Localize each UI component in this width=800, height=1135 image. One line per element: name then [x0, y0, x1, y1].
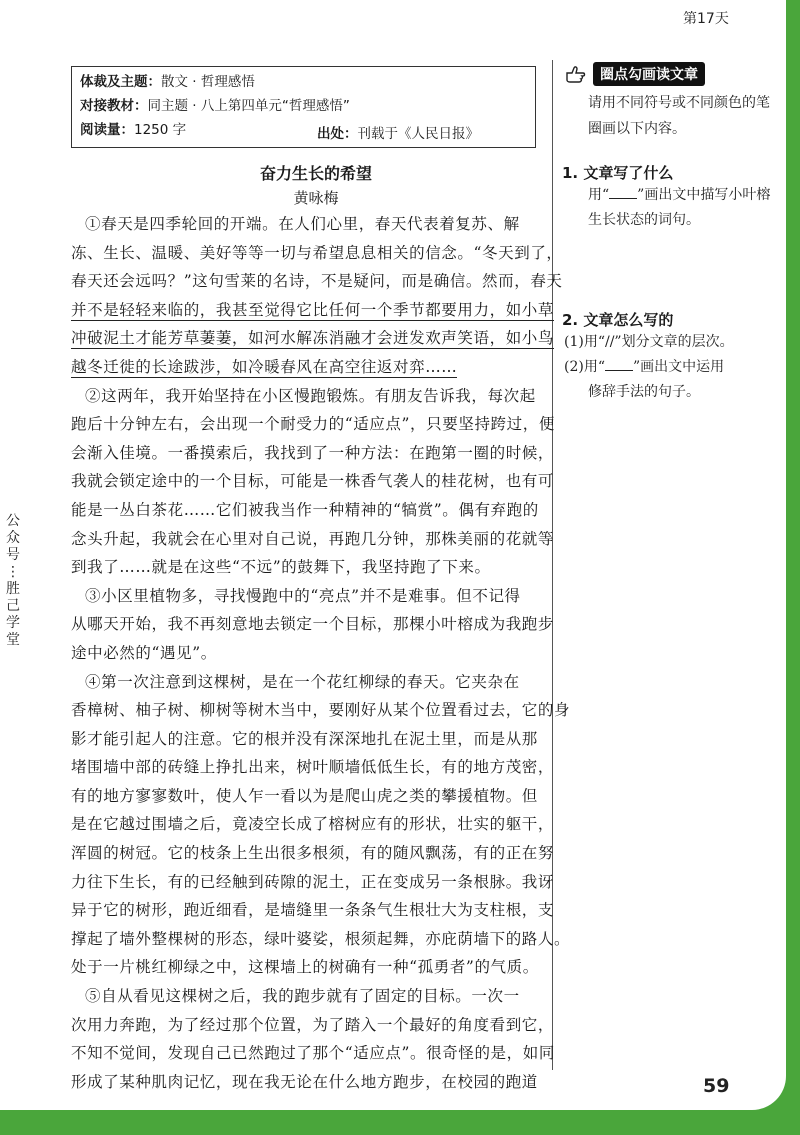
- article-line: [71, 296, 555, 325]
- article-line: [71, 896, 555, 925]
- side-watermark: [4, 513, 22, 649]
- article-line-text: ④第一次注意到这棵树，是在一个花红柳绿的春天。它夹杂在: [85, 672, 520, 691]
- article-title: 奋力生长的希望: [259, 164, 372, 183]
- article-line: [71, 324, 555, 353]
- article-line: [71, 1068, 546, 1097]
- question-2-item-2-cont: 修辞手法的句子。: [588, 384, 700, 400]
- question-2-item-1: (1)用“//”划分文章的层次。: [564, 334, 734, 350]
- article-line-text: ②这两年，我开始坚持在小区慢跑锻炼。有朋友告诉我，每次起: [85, 386, 536, 405]
- blank-line: [605, 358, 633, 371]
- article-line: [71, 668, 546, 697]
- article-line: [71, 353, 546, 382]
- source-label: 出处：: [317, 126, 358, 142]
- article-line-text: 撑起了墙外整棵树的形态，绿叶婆娑，根须起舞，亦庇荫墙下的路人。: [71, 929, 571, 948]
- article-line: [71, 868, 555, 897]
- article-line-text: 途中必然的“遇见”。: [71, 643, 217, 662]
- article-line: [71, 1039, 555, 1068]
- banner-label: 圈点勾画读文章: [593, 62, 705, 86]
- textbook-row: [80, 94, 527, 118]
- article-line: [71, 582, 546, 611]
- article-body: [71, 210, 571, 1096]
- textbook-label: 对接教材：: [80, 98, 148, 114]
- article-line-text: 越冬迁徙的长途跋涉，如冷暖春风在高空往返对弈……: [71, 357, 458, 376]
- article-line: [71, 382, 546, 411]
- page-number: 59: [703, 1075, 730, 1097]
- article-line-text: 次用力奔跑，为了经过那个位置，为了踏入一个最好的角度看到它，: [71, 1015, 555, 1034]
- article-line-text: 到我了……就是在这些“不远”的鼓舞下，我坚持跑了下来。: [71, 558, 491, 577]
- article-line-text: 跑后十分钟左右，会出现一个耐受力的“适应点”，只要坚持跨过，便: [71, 415, 555, 434]
- article-line-text: 形成了某种肌肉记忆，现在我无论在什么地方跑步，在校园的跑道: [71, 1072, 538, 1091]
- q1-text-before: 用“: [588, 187, 610, 203]
- article-line: [71, 953, 546, 982]
- question-1-title: 1. 文章写了什么: [562, 164, 674, 182]
- article-line-text: 会渐入佳境。一番摸索后，我找到了一种方法：在跑第一圈的时候，: [71, 443, 555, 462]
- article-line: [71, 267, 563, 296]
- side-char: 学: [6, 615, 20, 631]
- article-line-text: ⑤自从看见这棵树之后，我的跑步就有了固定的目标。一次一: [85, 987, 520, 1006]
- article-line: [71, 1011, 555, 1040]
- info-box: [71, 66, 536, 148]
- article: [71, 158, 571, 1096]
- article-line: [71, 810, 555, 839]
- side-char: 胜: [6, 581, 20, 597]
- instruction-text: 请用不同符号或不同颜色的笔圈画以下内容。: [588, 95, 770, 137]
- article-line-text: 我就会锁定途中的一个目标，可能是一株香气袭人的桂花树，也有可: [71, 472, 555, 491]
- article-line-text: 从哪天开始，我不再刻意地去锁定一个目标，那棵小叶榕成为我跑步: [71, 615, 555, 634]
- reading-value: 1250 字: [134, 122, 187, 138]
- side-char: 号: [6, 547, 20, 563]
- article-line: [71, 639, 546, 668]
- day-label: 第17天: [683, 11, 729, 27]
- sidebar: [560, 60, 780, 405]
- article-line: [71, 467, 555, 496]
- textbook-value: 同主题 · 八上第四单元“哲理感悟”: [147, 98, 350, 114]
- article-line: [71, 439, 555, 468]
- side-char: ⋮: [6, 564, 20, 580]
- article-line: [71, 839, 555, 868]
- article-line: [71, 610, 555, 639]
- article-author: 黄咏梅: [293, 189, 339, 207]
- article-line: [71, 753, 555, 782]
- side-char: 己: [6, 598, 20, 614]
- blank-line: [609, 186, 637, 199]
- question-1-text: [588, 183, 778, 233]
- article-line: [71, 210, 546, 239]
- sidebar-banner: [560, 60, 780, 88]
- side-char: 公: [6, 513, 20, 529]
- article-line-text: 冻、生长、温暖、美好等等一切与希望息息相关的信念。“冬天到了，: [71, 243, 563, 262]
- article-line: [71, 696, 571, 725]
- article-line-text: 处于一片桃红柳绿之中，这棵墙上的树确有一种“孤勇者”的气质。: [71, 958, 539, 977]
- article-line: [71, 725, 546, 754]
- article-line-text: ①春天是四季轮回的开端。在人们心里，春天代表着复苏、解: [85, 215, 520, 233]
- article-line-text: 力往下生长，有的已经触到砖隙的泥土，正在变成另一条根脉。我讶: [71, 872, 555, 891]
- article-line-text: 有的地方寥寥数叶，使人乍一看以为是爬山虎之类的攀援植物。但: [71, 786, 538, 805]
- q1-text-after: ”画出文中描写小叶榕生长状态的词句。: [588, 187, 771, 228]
- reading-label: 阅读量：: [80, 122, 134, 138]
- article-line: [71, 496, 546, 525]
- article-line-text: 是在它越过围墙之后，竟凌空长成了榕树应有的形状，壮实的躯干，: [71, 815, 555, 834]
- side-char: 众: [6, 530, 20, 546]
- question-2-item-2: [564, 355, 780, 380]
- article-line-text: 能是一丛白茶花……它们被我当作一种精神的“犒赏”。偶有弃跑的: [71, 500, 539, 519]
- genre-label: 体裁及主题：: [80, 74, 161, 90]
- article-line: [71, 925, 571, 954]
- source-row: [317, 122, 479, 146]
- pointing-hand-icon: [565, 64, 587, 84]
- article-line: [71, 239, 563, 268]
- article-line-text: 浑圆的树冠。它的枝条上生出很多根须，有的随风飘荡，有的正在努: [71, 844, 555, 863]
- article-line-text: 堵围墙中部的砖缝上挣扎出来，树叶顺墙低低生长，有的地方茂密，: [71, 758, 555, 777]
- article-line-text: 冲破泥土才能芳草萋萋，如河水解冻消融才会迸发欢声笑语，如小鸟: [71, 329, 555, 348]
- article-line: [71, 982, 546, 1011]
- question-2-title: 2. 文章怎么写的: [562, 311, 674, 329]
- article-line-text: 香樟树、柚子树、柳树等树木当中，要刚好从某个位置看过去，它的身: [71, 701, 571, 720]
- article-line-text: 并不是轻轻来临的，我甚至觉得它比任何一个季节都要用力，如小草: [71, 300, 555, 319]
- article-line-text: ③小区里植物多，寻找慢跑中的“亮点”并不是难事。但不记得: [85, 586, 521, 605]
- genre-value: 散文 · 哲理感悟: [161, 74, 255, 90]
- article-line-text: 不知不觉间，发现自己已然跑过了那个“适应点”。很奇怪的是，如同: [71, 1044, 555, 1063]
- article-line: [71, 782, 546, 811]
- side-char: 堂: [6, 632, 20, 648]
- article-line-text: 异于它的树形，跑近细看，是墙缝里一条条气生根壮大为支柱根，支: [71, 901, 555, 920]
- q2-item2-after: ”画出文中运用: [633, 359, 725, 375]
- article-line-text: 念头升起，我就会在心里对自己说，再跑几分钟，那株美丽的花就等: [71, 529, 555, 548]
- article-line: [71, 553, 546, 582]
- genre-row: [80, 70, 527, 94]
- article-line: [71, 410, 555, 439]
- q2-item2-before: (2)用“: [564, 359, 605, 375]
- article-line-text: 春天还会远吗？”这句雪莱的名诗，不是疑问，而是确信。然而，春天: [71, 272, 563, 291]
- source-value: 刊载于《人民日报》: [357, 126, 479, 142]
- article-line-text: 影才能引起人的注意。它的根并没有深深地扎在泥土里，而是从那: [71, 729, 538, 748]
- article-line: [71, 525, 555, 554]
